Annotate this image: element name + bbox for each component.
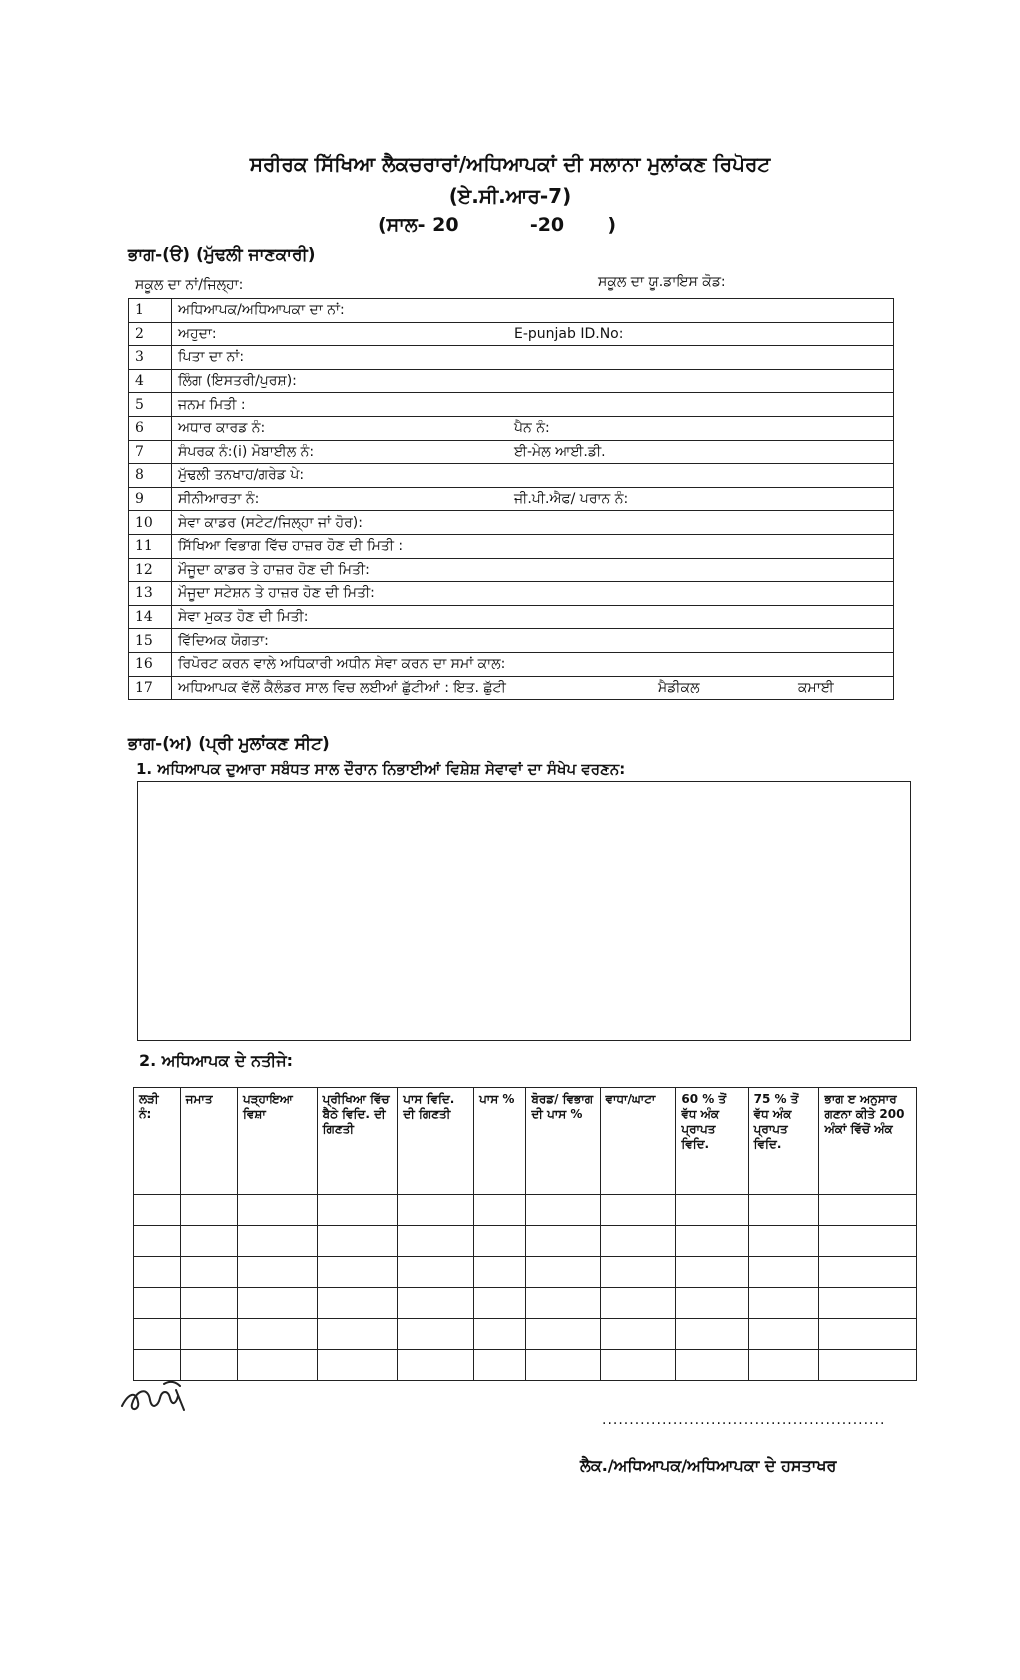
field-label: ਮੁੱਢਲੀ ਤਨਖਾਹ/ਗਰੇਡ ਪੇ: [178,467,305,484]
info-field[interactable] [172,416,894,440]
results-cell[interactable] [317,1319,398,1350]
results-cell[interactable] [748,1319,819,1350]
results-cell[interactable] [676,1257,748,1288]
results-column-header: ਲੜੀ ਨੰ: [134,1088,181,1195]
results-cell[interactable] [600,1226,676,1257]
results-cell[interactable] [237,1288,317,1319]
results-cell[interactable] [819,1350,917,1381]
year-mid: -20 [529,214,565,236]
info-row [129,322,894,346]
info-row [129,299,894,323]
field-label: ਅਧਾਰ ਕਾਰਡ ਨੰ: [178,420,266,437]
field-label: ਅਹੁਦਾ: [178,325,217,342]
info-row [129,511,894,535]
results-cell[interactable] [134,1257,181,1288]
results-cell[interactable] [180,1257,237,1288]
row-number: 3 [129,346,172,370]
results-cell[interactable] [676,1288,748,1319]
row-number: 9 [129,487,172,511]
results-cell[interactable] [676,1350,748,1381]
results-cell[interactable] [398,1195,474,1226]
services-question: 1. ਅਧਿਆਪਕ ਦੁਆਰਾ ਸਬੰਧਤ ਸਾਲ ਦੌਰਾਨ ਨਿਭਾਈਆਂ ਵਿਸ਼ੇਸ਼ ਸੇਵਾਵਾਂ ਦਾ ਸੰਖੇਪ ਵਰਣਨ: [136,760,626,778]
info-field[interactable] [172,676,894,700]
results-cell[interactable] [819,1195,917,1226]
results-cell[interactable] [134,1288,181,1319]
results-cell[interactable] [474,1288,526,1319]
results-cell[interactable] [676,1195,748,1226]
info-field[interactable] [172,652,894,676]
results-cell[interactable] [474,1226,526,1257]
results-cell[interactable] [676,1226,748,1257]
row-number: 12 [129,558,172,582]
results-cell[interactable] [474,1195,526,1226]
field-label: ਅਧਿਆਪਕ/ਅਧਿਆਪਕਾ ਦਾ ਨਾਂ: [178,302,345,319]
results-cell[interactable] [600,1319,676,1350]
field-label: ਸੇਵਾ ਕਾਡਰ (ਸਟੇਟ/ਜਿਲ੍ਹਾ ਜਾਂ ਹੋਰ): [178,514,363,531]
row-number: 6 [129,416,172,440]
results-cell[interactable] [134,1195,181,1226]
results-cell[interactable] [317,1226,398,1257]
results-cell[interactable] [819,1257,917,1288]
results-cell[interactable] [237,1195,317,1226]
field-label: ਮੌਜੂਦਾ ਕਾਡਰ ਤੇ ਹਾਜ਼ਰ ਹੋਣ ਦੀ ਮਿਤੀ: [178,561,370,578]
field-label: ਸੀਨੀਆਰਤਾ ਨੰ: [178,491,260,508]
info-row [129,605,894,629]
info-row [129,393,894,417]
info-row [129,440,894,464]
field-label: ਅਧਿਆਪਕ ਵੱਲੋਂ ਕੈਲੰਡਰ ਸਾਲ ਵਿਚ ਲਈਆਂ ਛੁੱਟੀਆਂ : ਇਤ. ਛੁੱਟੀ [178,679,506,696]
school-name-label: ਸਕੂਲ ਦਾ ਨਾਂ/ਜਿਲ੍ਹਾ: [135,277,244,293]
results-cell[interactable] [474,1319,526,1350]
results-cell[interactable] [398,1319,474,1350]
info-row [129,582,894,606]
results-cell[interactable] [819,1319,917,1350]
results-cell[interactable] [748,1195,819,1226]
leave-earned-label: ਕਮਾਈ [798,679,834,696]
row-number: 4 [129,369,172,393]
results-column-header: ਵਾਧਾ/ਘਾਟਾ [600,1088,676,1195]
results-cell[interactable] [317,1350,398,1381]
results-cell[interactable] [600,1350,676,1381]
field-label-secondary: ਜੀ.ਪੀ.ਐਫ/ ਪਰਾਨ ਨੰ: [514,491,629,508]
info-field[interactable] [172,299,894,323]
results-cell[interactable] [134,1319,181,1350]
results-row [134,1195,917,1226]
field-label: ਰਿਪੋਰਟ ਕਰਨ ਵਾਲੇ ਅਧਿਕਾਰੀ ਅਧੀਨ ਸੇਵਾ ਕਰਨ ਦਾ ਸਮਾਂ ਕਾਲ: [178,656,506,673]
results-cell[interactable] [317,1288,398,1319]
info-field[interactable] [172,464,894,488]
results-cell[interactable] [180,1195,237,1226]
results-column-header: ਪਾਸ % [474,1088,526,1195]
info-field[interactable] [172,511,894,535]
row-number: 10 [129,511,172,535]
row-number: 15 [129,629,172,653]
info-row [129,416,894,440]
results-column-header: 75 % ਤੋਂ ਵੱਧ ਅੰਕ ਪ੍ਰਾਪਤ ਵਿਦਿ. [748,1088,819,1195]
results-cell[interactable] [398,1257,474,1288]
results-cell[interactable] [237,1257,317,1288]
row-number: 17 [129,676,172,700]
handwritten-initials [118,1376,196,1420]
info-field[interactable] [172,605,894,629]
year-line [378,214,616,236]
row-number: 11 [129,534,172,558]
field-label: ਪਿਤਾ ਦਾ ਨਾਂ: [178,349,245,366]
info-field[interactable] [172,582,894,606]
results-cell[interactable] [398,1226,474,1257]
results-cell[interactable] [317,1257,398,1288]
info-field[interactable] [172,369,894,393]
results-cell[interactable] [600,1288,676,1319]
row-number: 8 [129,464,172,488]
row-number: 16 [129,652,172,676]
info-row [129,369,894,393]
info-row [129,629,894,653]
results-column-header: ਪ੍ਰੀਖਿਆ ਵਿੱਚ ਬੈਠੇ ਵਿਦਿ. ਦੀ ਗਿਣਤੀ [317,1088,398,1195]
results-cell[interactable] [398,1288,474,1319]
results-cell[interactable] [237,1226,317,1257]
info-field[interactable] [172,487,894,511]
field-label: ਜਨਮ ਮਿਤੀ : [178,396,246,413]
udise-code-label: ਸਕੂਲ ਦਾ ਯੂ.ਡਾਇਸ ਕੋਡ: [598,274,726,290]
results-column-header: ਬੋਰਡ/ ਵਿਭਾਗ ਦੀ ਪਾਸ % [526,1088,600,1195]
results-cell[interactable] [526,1350,600,1381]
part-b-heading: ਭਾਗ-(ਅ) (ਪ੍ਰੀ ਮੁਲਾਂਕਣ ਸੀਟ) [128,734,330,754]
results-cell[interactable] [134,1226,181,1257]
results-cell[interactable] [600,1195,676,1226]
results-cell[interactable] [748,1226,819,1257]
info-field[interactable] [172,393,894,417]
info-field[interactable] [172,440,894,464]
services-description-box[interactable] [137,781,911,1041]
info-row [129,346,894,370]
info-field[interactable] [172,629,894,653]
form-code: (ਏ.ਸੀ.ਆਰ-7) [448,184,572,208]
results-cell[interactable] [748,1350,819,1381]
info-field[interactable] [172,322,894,346]
year-prefix: (ਸਾਲ- 20 [378,214,459,236]
results-cell[interactable] [398,1350,474,1381]
info-field[interactable] [172,558,894,582]
row-number: 13 [129,582,172,606]
info-row [129,464,894,488]
form-title: ਸਰੀਰਕ ਸਿੱਖਿਆ ਲੈਕਚਰਾਰਾਂ/ਅਧਿਆਪਕਾਂ ਦੀ ਸਲਾਨਾ ਮੁਲਾਂਕਣ ਰਿਪੋਰਟ [249,152,771,176]
field-label-secondary: ਪੈਨ ਨੰ: [514,420,550,437]
results-cell[interactable] [600,1257,676,1288]
results-cell[interactable] [748,1288,819,1319]
results-column-header: ਜਮਾਤ [180,1088,237,1195]
field-label: ਲਿੰਗ (ਇਸਤਰੀ/ਪੁਰਸ਼): [178,373,297,390]
results-cell[interactable] [526,1226,600,1257]
results-question: 2. ਅਧਿਆਪਕ ਦੇ ਨਤੀਜੇ: [139,1051,294,1070]
results-cell[interactable] [474,1257,526,1288]
row-number: 7 [129,440,172,464]
results-cell[interactable] [237,1350,317,1381]
results-cell[interactable] [237,1319,317,1350]
results-cell[interactable] [526,1288,600,1319]
field-label: ਮੌਜੂਦਾ ਸਟੇਸ਼ਨ ਤੇ ਹਾਜ਼ਰ ਹੋਣ ਦੀ ਮਿਤੀ: [178,585,375,602]
info-row [129,652,894,676]
field-label: ਸੰਪਰਕ ਨੰ:(i) ਮੋਬਾਈਲ ਨੰ: [178,443,315,460]
basic-info-table [128,298,894,700]
results-cell[interactable] [819,1226,917,1257]
results-cell[interactable] [180,1319,237,1350]
results-column-header: ਭਾਗ ੲ ਅਨੁਸਾਰ ਗਣਨਾ ਕੀਤੇ 200 ਅੰਕਾਂ ਵਿੱਚੋਂ ਅੰਕ [819,1088,917,1195]
results-column-header: ਪੜ੍ਹਾਇਆ ਵਿਸ਼ਾ [237,1088,317,1195]
info-row [129,534,894,558]
results-cell[interactable] [180,1226,237,1257]
signature-label: ਲੈਕ./ਅਧਿਆਪਕ/ਅਧਿਆਪਕਾ ਦੇ ਹਸਤਾਖਰ [580,1456,837,1475]
results-cell[interactable] [526,1195,600,1226]
leave-medical-label: ਮੈਡੀਕਲ [658,679,700,696]
results-row [134,1257,917,1288]
results-row [134,1319,917,1350]
results-column-header: ਪਾਸ ਵਿਦਿ. ਦੀ ਗਿਣਤੀ [398,1088,474,1195]
part-a-heading: ਭਾਗ-(ੳ) (ਮੁੱਢਲੀ ਜਾਣਕਾਰੀ) [128,245,316,265]
info-row [129,487,894,511]
results-table [133,1087,917,1381]
results-row [134,1288,917,1319]
results-column-header: 60 % ਤੋਂ ਵੱਧ ਅੰਕ ਪ੍ਰਾਪਤ ਵਿਦਿ. [676,1088,748,1195]
field-label: ਵਿੱਦਿਅਕ ਯੋਗਤਾ: [178,632,269,649]
field-label-secondary: E-punjab ID.No: [514,325,624,342]
row-number: 1 [129,299,172,323]
row-number: 5 [129,393,172,417]
year-end: ) [607,214,617,236]
row-number: 2 [129,322,172,346]
field-label: ਸਿੱਖਿਆ ਵਿਭਾਗ ਵਿੱਚ ਹਾਜ਼ਰ ਹੋਣ ਦੀ ਮਿਤੀ : [178,538,404,555]
results-cell[interactable] [180,1288,237,1319]
results-cell[interactable] [526,1319,600,1350]
info-row [129,676,894,700]
field-label-secondary: ਈ-ਮੇਲ ਆਈ.ਡੀ. [514,443,606,460]
results-cell[interactable] [317,1195,398,1226]
info-row [129,558,894,582]
results-cell[interactable] [748,1257,819,1288]
results-cell[interactable] [676,1319,748,1350]
field-label: ਸੇਵਾ ਮੁਕਤ ਹੋਣ ਦੀ ਮਿਤੀ: [178,609,309,626]
info-field[interactable] [172,534,894,558]
info-field[interactable] [172,346,894,370]
results-cell[interactable] [474,1350,526,1381]
signature-line: .................................................... [602,1412,886,1428]
results-row [134,1350,917,1381]
results-row [134,1226,917,1257]
row-number: 14 [129,605,172,629]
results-cell[interactable] [526,1257,600,1288]
results-cell[interactable] [819,1288,917,1319]
